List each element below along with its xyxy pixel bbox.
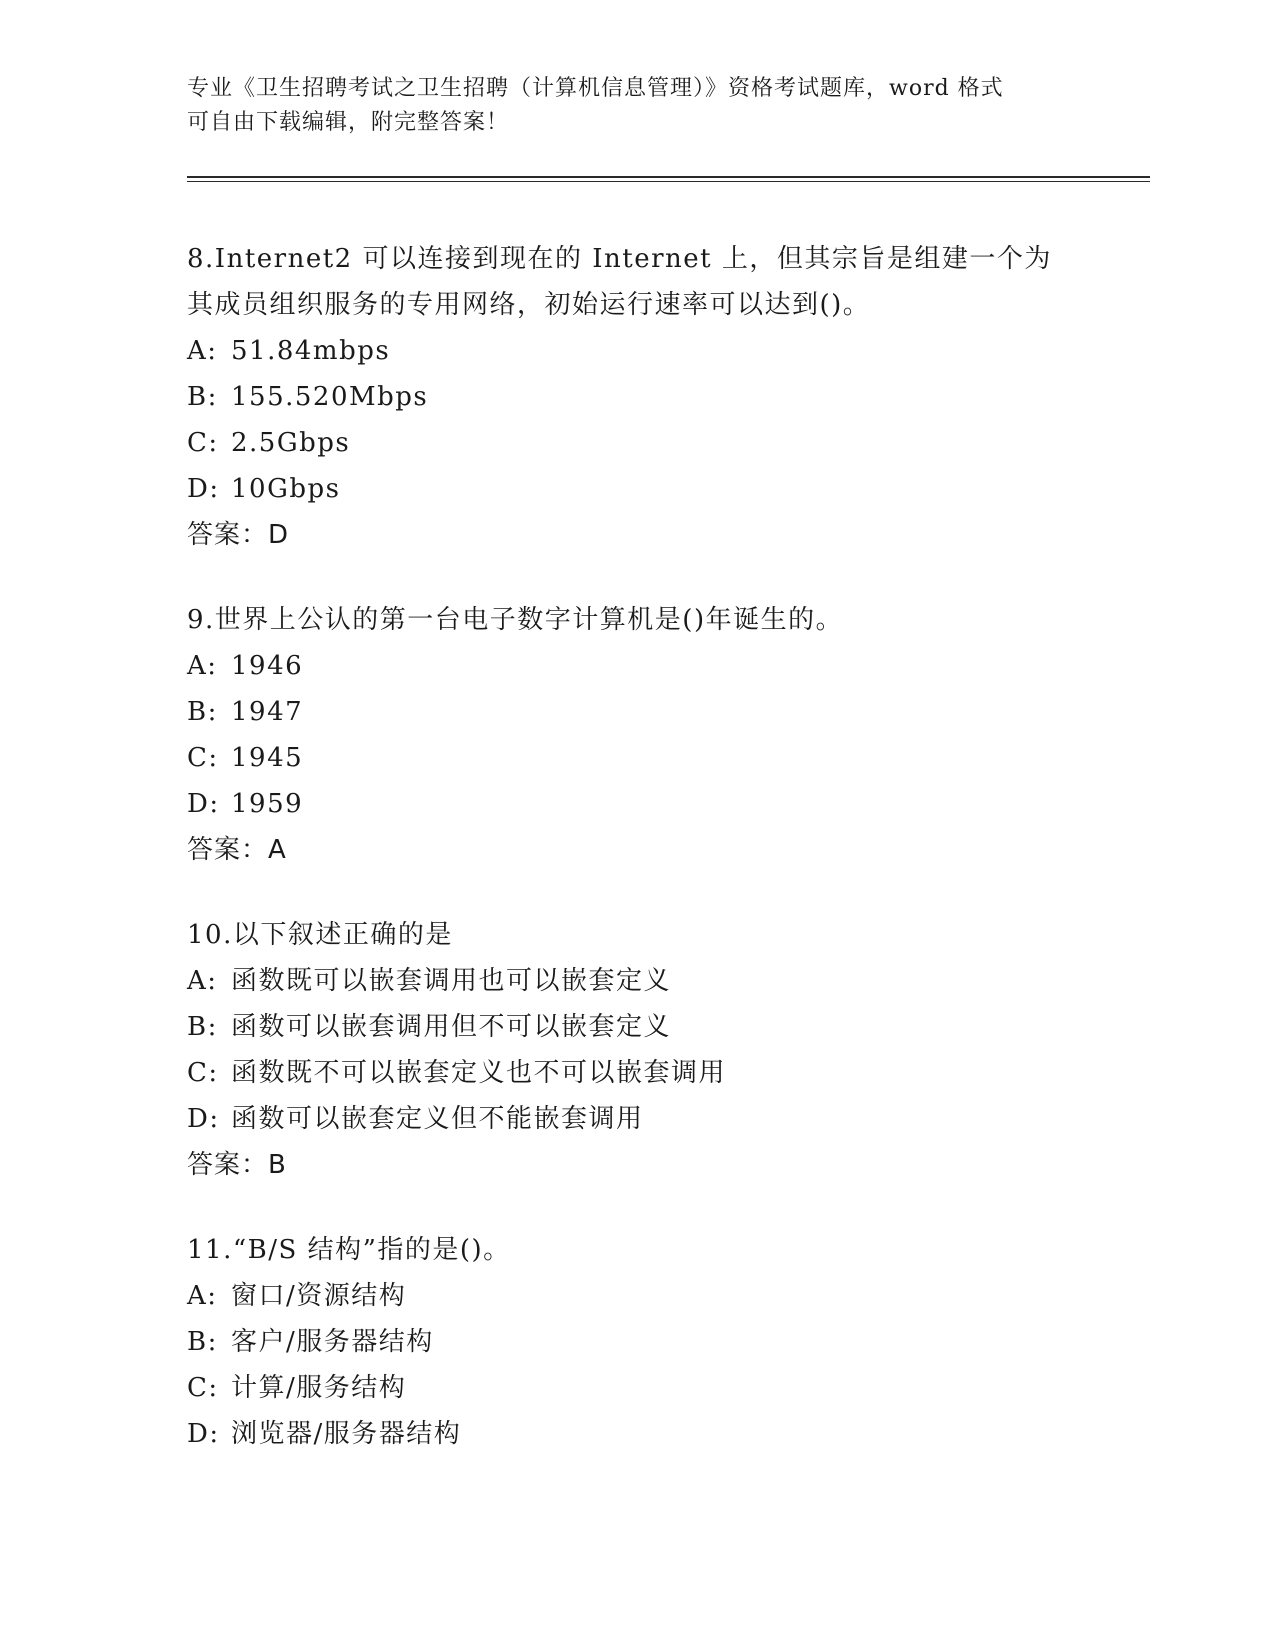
option-text: 1946 xyxy=(231,651,304,681)
option-text: 51.84mbps xyxy=(231,336,391,366)
option-letter: A: xyxy=(187,651,218,681)
option-a xyxy=(187,1273,1107,1319)
option-letter: A: xyxy=(187,1281,218,1311)
question-stem-line-1: 10.以下叙述正确的是 xyxy=(187,920,453,950)
option-letter: D: xyxy=(187,1419,220,1449)
option-letter: C: xyxy=(187,1058,219,1088)
option-c xyxy=(187,1050,1107,1096)
option-letter: D: xyxy=(187,474,220,504)
option-d xyxy=(187,781,1107,827)
option-text: 窗口/资源结构 xyxy=(231,1281,407,1311)
question-10 xyxy=(187,912,1107,1188)
question-8 xyxy=(187,236,1107,558)
option-text: 10Gbps xyxy=(231,474,341,504)
option-a xyxy=(187,958,1107,1004)
option-text: 1959 xyxy=(231,789,304,819)
option-letter: D: xyxy=(187,1104,220,1134)
answer-line: 答案：A xyxy=(187,835,287,865)
option-d xyxy=(187,466,1107,512)
question-9 xyxy=(187,597,1107,873)
option-text: 1947 xyxy=(231,697,304,727)
option-letter: A: xyxy=(187,336,218,366)
option-text: 客户/服务器结构 xyxy=(231,1327,434,1357)
header-line-2: 可自由下载编辑，附完整答案！ xyxy=(187,110,510,135)
question-stem-line-1: 8.Internet2 可以连接到现在的 Internet 上，但其宗旨是组建一个为 xyxy=(187,244,1052,274)
option-letter: B: xyxy=(187,697,218,727)
question-list xyxy=(187,236,1107,1496)
option-b xyxy=(187,1004,1107,1050)
option-letter: B: xyxy=(187,382,218,412)
header-divider-thick xyxy=(187,176,1150,178)
option-text: 函数既不可以嵌套定义也不可以嵌套调用 xyxy=(231,1058,727,1088)
option-b xyxy=(187,374,1107,420)
option-text: 函数可以嵌套定义但不能嵌套调用 xyxy=(231,1104,644,1134)
question-stem-line-2: 其成员组织服务的专用网络，初始运行速率可以达到()。 xyxy=(187,290,871,320)
option-letter: A: xyxy=(187,966,218,996)
option-letter: D: xyxy=(187,789,220,819)
answer-line: 答案：B xyxy=(187,1150,287,1180)
option-text: 浏览器/服务器结构 xyxy=(231,1419,462,1449)
question-stem-line-1: 9.世界上公认的第一台电子数字计算机是()年诞生的。 xyxy=(187,605,844,635)
document-header xyxy=(187,72,1087,140)
option-letter: B: xyxy=(187,1012,218,1042)
option-c xyxy=(187,735,1107,781)
option-b xyxy=(187,689,1107,735)
option-text: 函数可以嵌套调用但不可以嵌套定义 xyxy=(231,1012,672,1042)
header-divider-thin xyxy=(187,181,1150,182)
option-text: 函数既可以嵌套调用也可以嵌套定义 xyxy=(231,966,672,996)
option-a xyxy=(187,328,1107,374)
option-letter: B: xyxy=(187,1327,218,1357)
option-c xyxy=(187,1365,1107,1411)
answer-line: 答案：D xyxy=(187,520,290,550)
option-a xyxy=(187,643,1107,689)
header-line-1: 专业《卫生招聘考试之卫生招聘（计算机信息管理）》资格考试题库，word 格式 xyxy=(187,76,1004,101)
question-11 xyxy=(187,1227,1107,1457)
question-stem-line-1: 11.“B/S 结构”指的是()。 xyxy=(187,1235,511,1265)
option-text: 计算/服务结构 xyxy=(231,1373,407,1403)
option-letter: C: xyxy=(187,1373,219,1403)
option-text: 1945 xyxy=(231,743,304,773)
option-d xyxy=(187,1096,1107,1142)
option-text: 155.520Mbps xyxy=(231,382,429,412)
option-c xyxy=(187,420,1107,466)
option-letter: C: xyxy=(187,743,219,773)
option-b xyxy=(187,1319,1107,1365)
option-d xyxy=(187,1411,1107,1457)
option-text: 2.5Gbps xyxy=(231,428,351,458)
option-letter: C: xyxy=(187,428,219,458)
